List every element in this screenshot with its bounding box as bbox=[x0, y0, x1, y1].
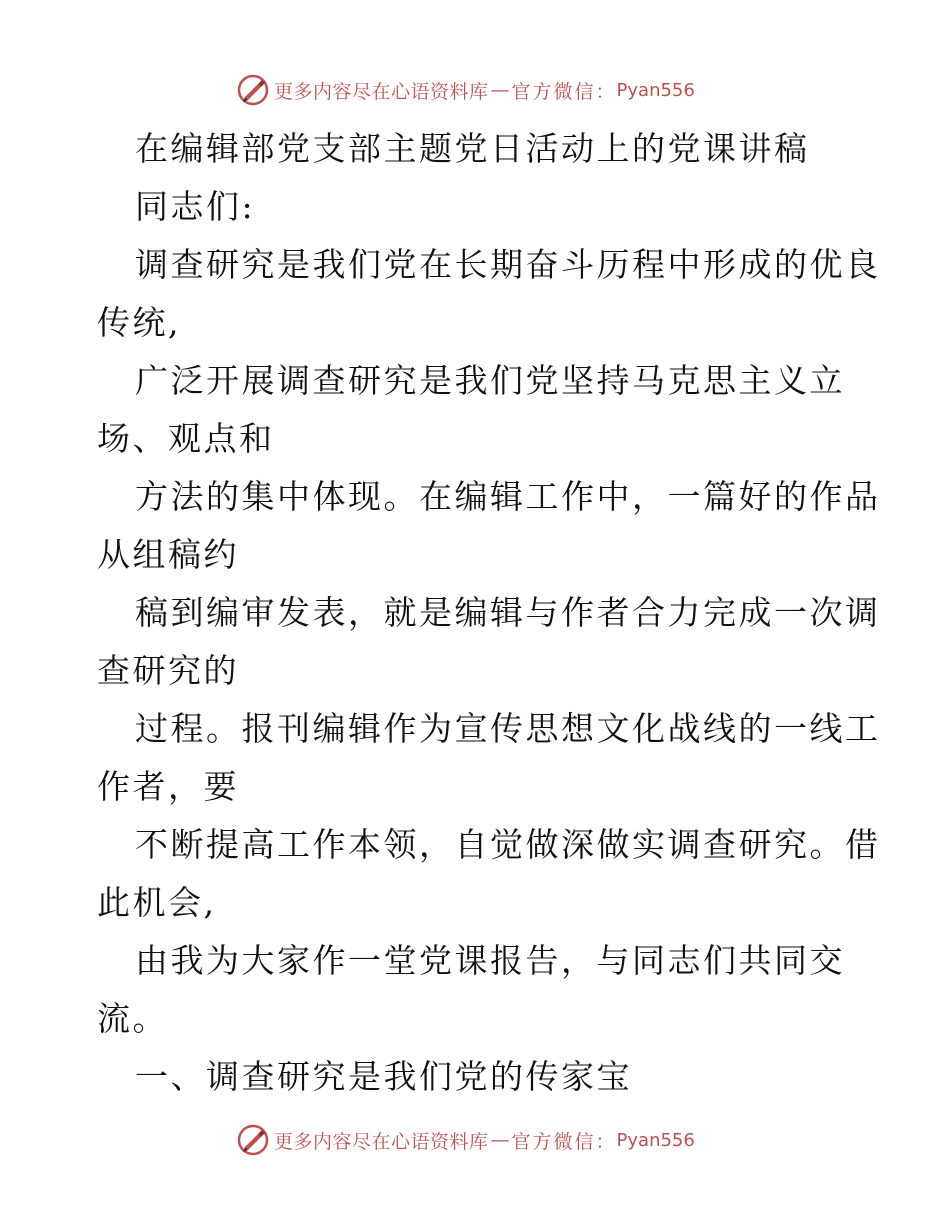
salutation: 同志们: bbox=[135, 187, 256, 226]
paragraph-line: 不断提高工作本领，自觉做深做实调查研究。借 bbox=[135, 825, 881, 864]
paragraph-line: 方法的集中体现。在编辑工作中，一篇好的作品 bbox=[135, 477, 881, 516]
paragraph-line: 广泛开展调查研究是我们党坚持马克思主义立 bbox=[135, 361, 845, 400]
pen-logo-icon bbox=[236, 1123, 270, 1157]
pen-logo-icon bbox=[236, 73, 270, 107]
watermark-wechat-id: Pyan556 bbox=[616, 79, 695, 101]
document-title: 在编辑部党支部主题党日活动上的党课讲稿 bbox=[135, 129, 810, 168]
watermark-text: 更多内容尽在心语资料库 bbox=[274, 80, 489, 103]
paragraph-line: 流。 bbox=[97, 999, 168, 1038]
watermark-text: 更多内容尽在心语资料库 bbox=[274, 1130, 489, 1153]
document-body bbox=[97, 120, 881, 1106]
section-heading: 一、调查研究是我们党的传家宝 bbox=[135, 1057, 632, 1096]
paragraph-line: 调查研究是我们党在长期奋斗历程中形成的优良 bbox=[135, 245, 881, 284]
watermark-separator: — bbox=[490, 1129, 510, 1151]
paragraph-line: 此机会, bbox=[97, 883, 217, 922]
paragraph-line: 由我为大家作一堂党课报告，与同志们共同交 bbox=[135, 941, 845, 980]
paragraph-line: 作者，要 bbox=[97, 767, 239, 806]
paragraph-line: 查研究的 bbox=[97, 651, 239, 690]
paragraph-line: 过程。报刊编辑作为宣传思想文化战线的一线工 bbox=[135, 709, 881, 748]
watermark-wechat-label: 官方微信： bbox=[511, 1130, 617, 1153]
header-watermark bbox=[236, 72, 716, 108]
paragraph-line: 从组稿约 bbox=[97, 535, 239, 574]
watermark-wechat-id: Pyan556 bbox=[616, 1129, 695, 1151]
paragraph-line: 场、观点和 bbox=[97, 419, 275, 458]
paragraph-line: 传统, bbox=[97, 303, 181, 342]
watermark-wechat-label: 官方微信： bbox=[511, 80, 617, 103]
watermark-separator: — bbox=[490, 79, 510, 101]
footer-watermark bbox=[236, 1122, 716, 1158]
paragraph-line: 稿到编审发表，就是编辑与作者合力完成一次调 bbox=[135, 593, 881, 632]
